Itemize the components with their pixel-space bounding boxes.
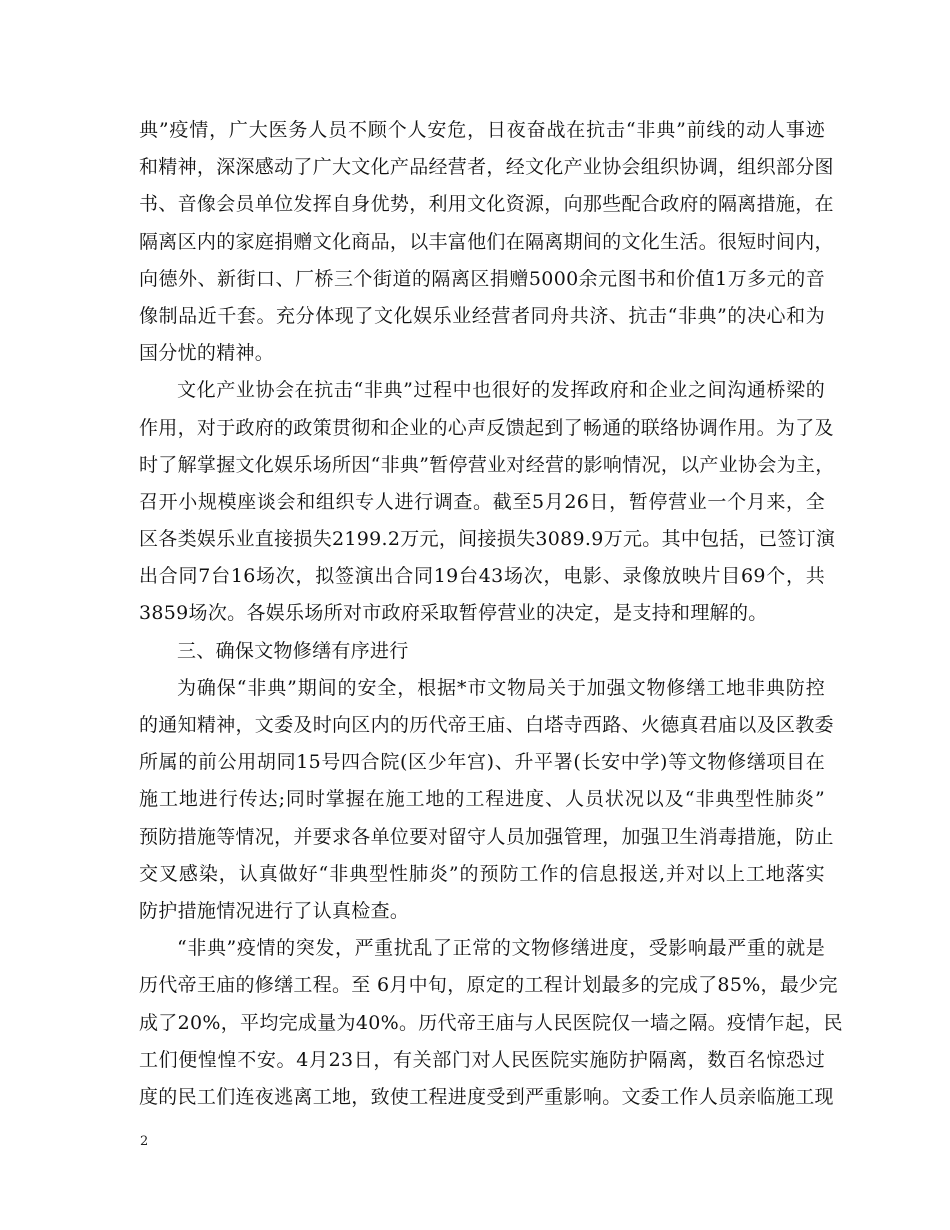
text-line: 书、音像会员单位发挥自身优势，利用文化资源，向那些配合政府的隔离措施，在 (139, 193, 834, 216)
page-number: 2 (140, 1134, 149, 1149)
paragraph (139, 930, 843, 1116)
text-line: 三、确保文物修缮有序进行 (177, 639, 409, 662)
text-line: 成了20%，平均完成量为40%。历代帝王庙与人民医院仅一墙之隔。疫情乍起，民 (139, 1011, 843, 1034)
paragraph (139, 670, 834, 930)
text-line: 召开小规模座谈会和组织专人进行调查。截至5月26日，暂停营业一个月来，全 (139, 490, 825, 513)
text-line: 隔离区内的家庭捐赠文化商品，以丰富他们在隔离期间的文化生活。很短时间内， (139, 230, 834, 253)
text-line: “非典”疫情的突发，严重扰乱了正常的文物修缮进度，受影响最严重的就是 (177, 937, 825, 960)
text-line: 典”疫情，广大医务人员不顾个人安危，日夜奋战在抗击“非典”前线的动人事迹 (139, 119, 825, 141)
paragraph (139, 633, 825, 670)
text-line: 向德外、新街口、厂桥三个街道的隔离区捐赠5000余元图书和价值1万多元的音 (139, 267, 825, 290)
document-body (139, 112, 843, 1116)
text-line: 出合同7台16场次，拟签演出合同19台43场次，电影、录像放映片目69个，共 (139, 565, 825, 588)
paragraph (139, 112, 834, 372)
paragraph (139, 372, 836, 632)
text-line: 历代帝王庙的修缮工程。至 6月中旬，原定的工程计划最多的完成了85%，最少完 (139, 974, 838, 997)
text-line: 3859场次。各娱乐场所对市政府采取暂停营业的决定，是支持和理解的。 (139, 602, 768, 625)
text-line: 度的民工们连夜逃离工地，致使工程进度受到严重影响。文委工作人员亲临施工现 (139, 1085, 834, 1108)
text-line: 和精神，深深感动了广大文化产品经营者，经文化产业协会组织协调，组织部分图 (139, 156, 834, 179)
text-line: 防护措施情况进行了认真检查。 (139, 899, 410, 922)
text-line: 所属的前公用胡同15号四合院(区少年宫)、升平署(长安中学)等文物修缮项目在 (139, 751, 825, 774)
text-line: 预防措施等情况，并要求各单位要对留守人员加强管理，加强卫生消毒措施，防止 (139, 825, 834, 848)
text-line: 为确保“非典”期间的安全，根据*市文物局关于加强文物修缮工地非典防控 (177, 676, 825, 699)
text-line: 像制品近千套。充分体现了文化娱乐业经营者同舟共济、抗击“非典”的决心和为 (139, 304, 825, 327)
text-line: 区各类娱乐业直接损失2199.2万元，间接损失3089.9万元。其中包括，已签订演 (139, 528, 836, 551)
text-line: 作用，对于政府的政策贯彻和企业的心声反馈起到了畅通的联络协调作用。为了及 (139, 416, 834, 439)
text-line: 时了解掌握文化娱乐场所因“非典”暂停营业对经营的影响情况，以产业协会为主， (139, 453, 835, 476)
text-line: 的通知精神，文委及时向区内的历代帝王庙、白塔寺西路、火德真君庙以及区教委 (139, 714, 834, 736)
text-line: 国分忧的精神。 (139, 342, 275, 365)
text-line: 施工地进行传达;同时掌握在施工地的工程进度、人员状况以及“非典型性肺炎” (139, 788, 825, 811)
text-line: 交叉感染，认真做好“非典型性肺炎”的预防工作的信息报送,并对以上工地落实 (139, 862, 825, 885)
text-line: 工们便惶惶不安。4月23日，有关部门对人民医院实施防护隔离，数百名惊恐过 (139, 1048, 825, 1071)
text-line: 文化产业协会在抗击“非典”过程中也很好的发挥政府和企业之间沟通桥梁的 (177, 379, 825, 402)
